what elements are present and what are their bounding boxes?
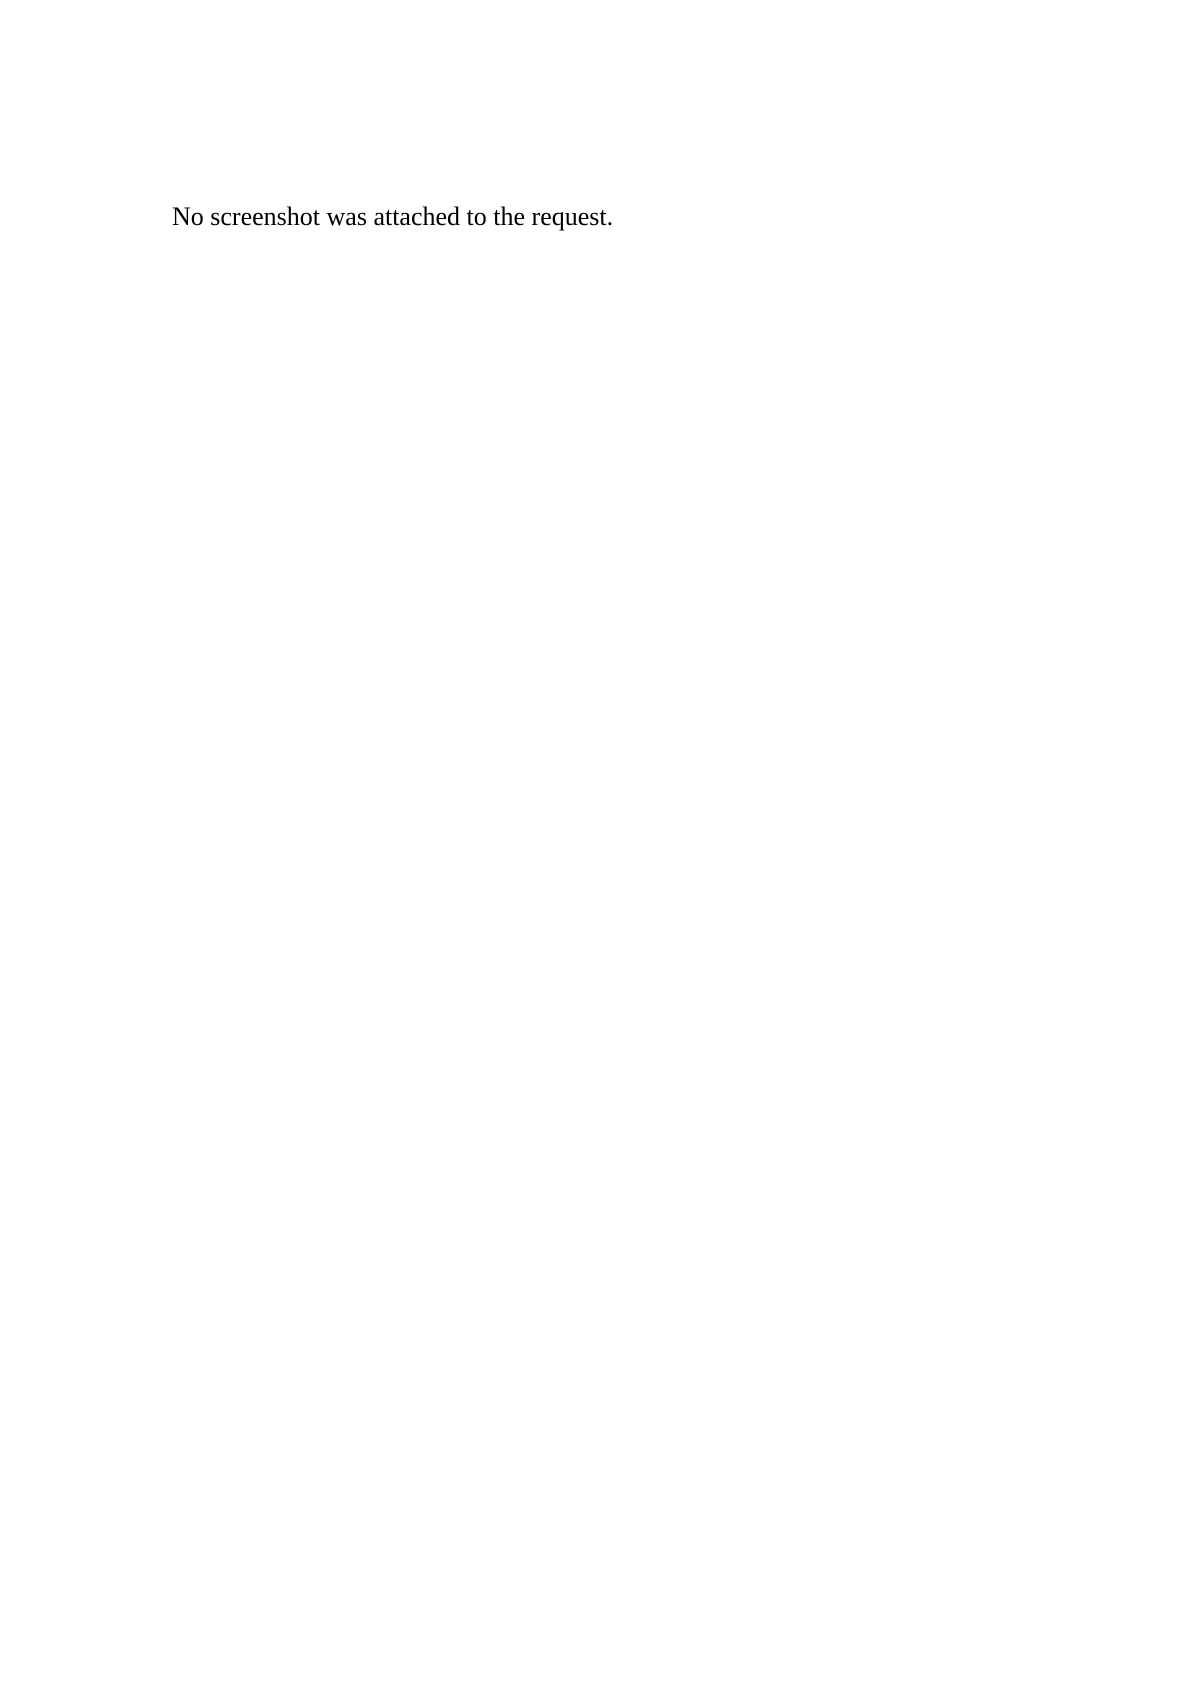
notice: No screenshot was attached to the request. <box>172 202 614 231</box>
